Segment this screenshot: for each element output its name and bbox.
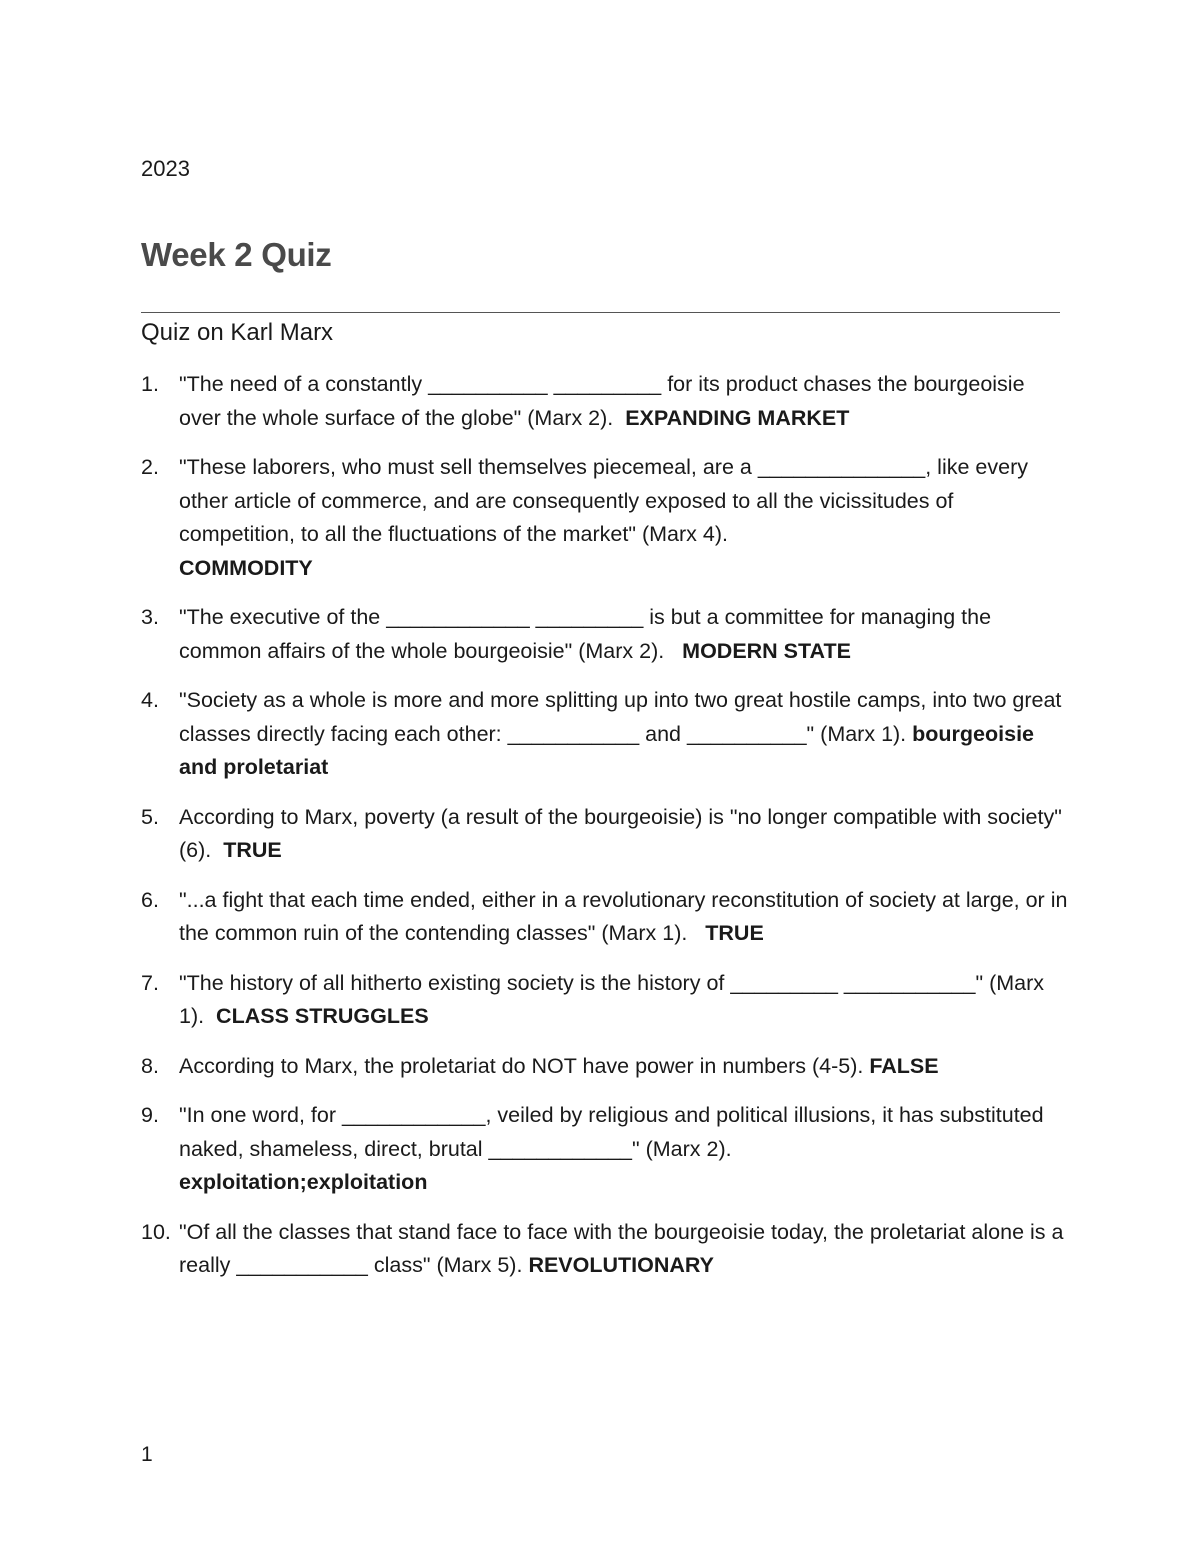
question-item bbox=[141, 1099, 1071, 1200]
question-number: 10. bbox=[141, 1219, 171, 1244]
question-number: 6. bbox=[141, 887, 159, 912]
question-text: "Of all the classes that stand face to face with the bourgeoisie today, the proletariat alone is a really ___________ class" (Marx 5). bbox=[179, 1219, 1064, 1277]
question-item bbox=[141, 884, 1071, 951]
question-item bbox=[141, 967, 1071, 1034]
question-answer: bourgeoisie and proletariat bbox=[179, 721, 1035, 779]
question-number: 1. bbox=[141, 372, 159, 396]
question-answer: MODERN STATE bbox=[682, 638, 851, 663]
question-number: 8. bbox=[141, 1053, 159, 1078]
question-number: 7. bbox=[141, 970, 159, 995]
document-year: 2023 bbox=[141, 156, 190, 181]
question-text: "These laborers, who must sell themselves piecemeal, are a ______________, like every other article of commerce, and are consequently exposed to all the vicissitudes of competition, to all the fluctuations of the market" (Marx 4). bbox=[179, 455, 1028, 546]
question-text: "In one word, for ____________, veiled by religious and political illusions, it has substituted naked, shameless, direct, brutal ____________" (Marx 2). bbox=[179, 1103, 1044, 1161]
question-number: 4. bbox=[141, 688, 159, 712]
question-item bbox=[141, 1216, 1071, 1283]
question-text: "The history of all hitherto existing society is the history of _________ ___________" (Marx 1). bbox=[179, 970, 1045, 1028]
question-number: 3. bbox=[141, 605, 159, 629]
question-item bbox=[141, 801, 1071, 868]
question-answer: CLASS STRUGGLES bbox=[216, 1004, 429, 1028]
question-number: 2. bbox=[141, 455, 159, 479]
quiz-subtitle: Quiz on Karl Marx bbox=[141, 319, 334, 346]
question-answer: REVOLUTIONARY bbox=[528, 1253, 714, 1277]
question-number: 9. bbox=[141, 1103, 159, 1127]
question-answer: exploitation;exploitation bbox=[179, 1170, 428, 1194]
question-answer: TRUE bbox=[705, 921, 764, 945]
question-answer: FALSE bbox=[869, 1053, 939, 1078]
question-answer: TRUE bbox=[223, 838, 282, 862]
page-title: Week 2 Quiz bbox=[141, 236, 332, 273]
question-item bbox=[141, 601, 1071, 668]
title-divider bbox=[141, 312, 1060, 313]
question-item bbox=[141, 451, 1071, 585]
question-text: "...a fight that each time ended, either in a revolutionary reconstitution of society at large, or in the common ruin of the contending classes" (Marx 1). bbox=[179, 887, 1068, 945]
question-answer: COMMODITY bbox=[179, 555, 313, 580]
question-item bbox=[141, 684, 1071, 785]
question-number: 5. bbox=[141, 804, 159, 829]
question-text: "The need of a constantly __________ _________ for its product chases the bourgeoisie over the whole surface of the globe" (Marx 2). bbox=[179, 372, 1025, 430]
question-text: According to Marx, poverty (a result of the bourgeoisie) is "no longer compatible with society" (6). bbox=[179, 804, 1062, 862]
page-number: 1 bbox=[141, 1443, 153, 1466]
question-text: According to Marx, the proletariat do NOT have power in numbers (4-5). bbox=[179, 1053, 864, 1078]
question-item bbox=[141, 368, 1071, 435]
question-text: "The executive of the ____________ _________ is but a committee for managing the common affairs of the whole bourgeoisie" (Marx 2). bbox=[179, 605, 992, 663]
question-item bbox=[141, 1050, 1071, 1084]
question-answer: EXPANDING MARKET bbox=[625, 405, 850, 430]
question-text: "Society as a whole is more and more splitting up into two great hostile camps, into two great classes directly facing each other: ___________ and __________" (Marx 1). bbox=[179, 688, 1062, 746]
question-list bbox=[141, 368, 1071, 1299]
